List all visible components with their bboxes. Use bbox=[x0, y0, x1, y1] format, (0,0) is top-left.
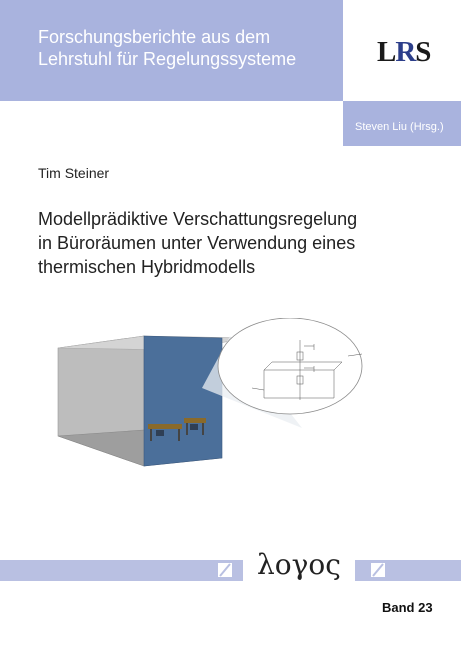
zoom-detail-ellipse bbox=[218, 318, 362, 414]
band-number: Band 23 bbox=[382, 600, 433, 615]
room-illustration bbox=[52, 318, 372, 498]
series-title: Forschungsberichte aus dem Lehrstuhl für Regelungssysteme bbox=[38, 27, 297, 69]
publisher-logo-box bbox=[243, 548, 355, 582]
chair bbox=[190, 424, 198, 430]
editor-box bbox=[343, 101, 461, 146]
series-band bbox=[0, 0, 343, 101]
lrs-logo-box bbox=[343, 0, 461, 101]
desk-leg bbox=[178, 429, 180, 441]
publisher-logo: λογος bbox=[257, 548, 341, 581]
lrs-logo: LRS bbox=[377, 36, 431, 68]
desk-leg bbox=[202, 423, 204, 435]
slash-mark-right bbox=[371, 563, 385, 577]
series-editor: Steven Liu (Hrsg.) bbox=[355, 121, 444, 133]
book-author: Tim Steiner bbox=[38, 165, 110, 181]
book-title: Modellprädiktive Verschattungsregelung in Büroräumen unter Verwendung eines thermischen Hybridmodells bbox=[38, 209, 358, 277]
desk-leg bbox=[150, 429, 152, 441]
room-back-window bbox=[144, 336, 222, 466]
desk bbox=[184, 418, 206, 423]
publisher-band bbox=[0, 560, 461, 581]
desk-leg bbox=[186, 423, 188, 435]
slash-mark-left bbox=[218, 563, 232, 577]
desk bbox=[148, 424, 182, 429]
chair bbox=[156, 430, 164, 436]
